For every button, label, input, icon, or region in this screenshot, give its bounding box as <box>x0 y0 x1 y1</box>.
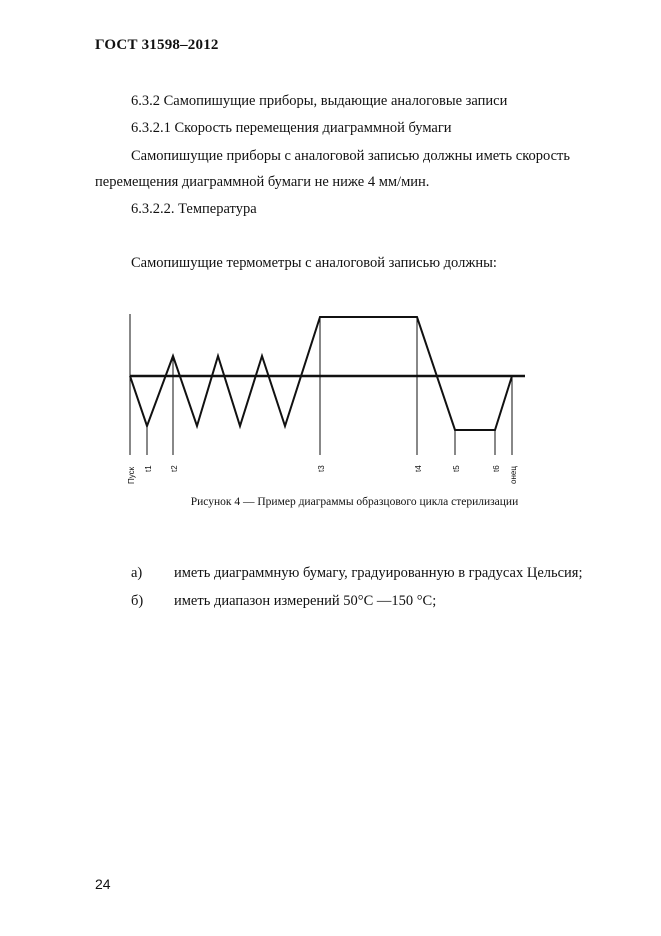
section-heading-6-3-2-2: 6.3.2.2. Температура <box>131 201 257 217</box>
body-text-line-2: перемещения диаграммной бумаги не ниже 4 мм/мин. <box>95 174 430 190</box>
page-number: 24 <box>95 876 111 892</box>
body-text-intro: Самопишущие термометры с аналоговой записью должны: <box>131 255 497 271</box>
t1-label: t1 <box>144 465 153 472</box>
section-heading-6-3-2-1: 6.3.2.1 Скорость перемещения диаграммной бумаги <box>131 120 452 136</box>
sterilization-cycle-diagram <box>0 300 661 495</box>
diagram-guide-lines <box>130 314 512 455</box>
list-marker-a: а) <box>131 565 143 581</box>
end-label: онец <box>509 466 518 484</box>
t6-label: t6 <box>492 465 501 472</box>
body-text-line-1: Самопишущие приборы с аналоговой записью должны иметь скорость <box>131 148 570 164</box>
t5-label: t5 <box>452 465 461 472</box>
t2-label: t2 <box>170 465 179 472</box>
cycle-curve <box>130 317 512 430</box>
list-item-a: иметь диаграммную бумагу, градуированную в градусах Цельсия; <box>174 565 583 581</box>
t4-label: t4 <box>414 465 423 472</box>
list-marker-b: б) <box>131 593 144 609</box>
document-header: ГОСТ 31598–2012 <box>95 37 219 53</box>
list-item-b: иметь диапазон измерений 50°С —150 °С; <box>174 593 437 609</box>
start-label: Пуск <box>127 466 136 484</box>
figure-caption: Рисунок 4 — Пример диаграммы образцового цикла стерилизации <box>190 496 519 508</box>
section-heading-6-3-2: 6.3.2 Самопишущие приборы, выдающие аналоговые записи <box>131 93 508 109</box>
t3-label: t3 <box>317 465 326 472</box>
